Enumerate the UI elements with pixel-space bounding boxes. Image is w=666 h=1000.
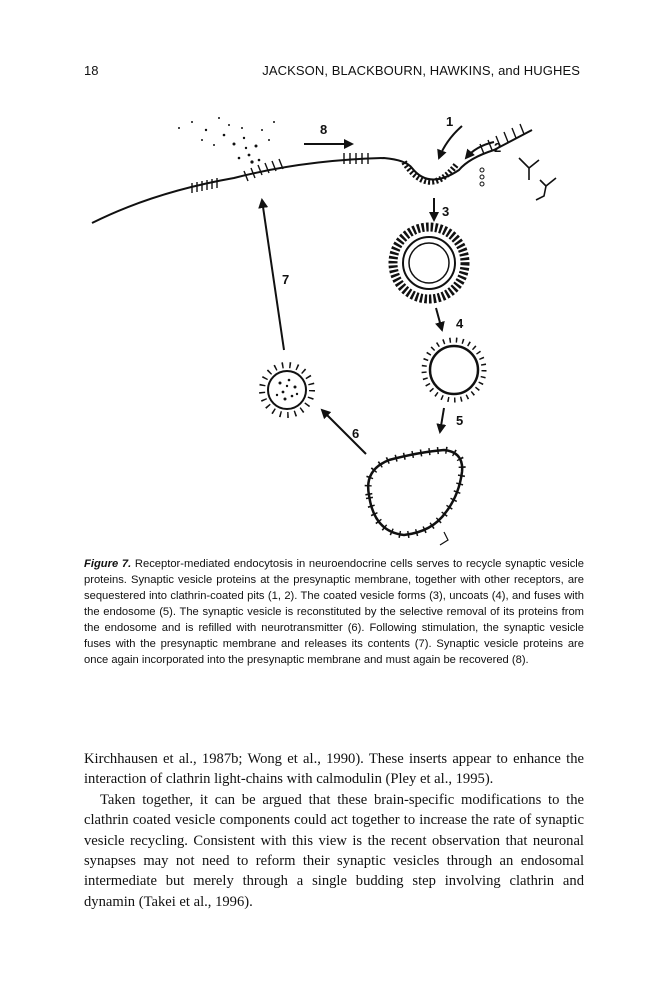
page-number: 18 [84,63,99,78]
step-label-6: 6 [352,426,360,441]
body-paragraph-1: Kirchhausen et al., 1987b; Wong et al., 1990). These inserts appear to enhance the interaction of clathrin light-chains with calmodulin (Pley et al., 1995). [84,751,584,788]
step-label-4: 4 [456,316,464,331]
arrow-4 [436,308,442,330]
endocytosis-diagram [84,100,584,550]
figure-caption-text: Receptor-mediated endocytosis in neuroendocrine cells serves to recycle synaptic vesicle proteins. Synaptic vesicle proteins at the presynaptic membrane, together with other receptors, are sequestered into clathrin-coated pits (1, 2). The coated vesicle forms (3), uncoats (4), and fuses with the endosome (5). The synaptic vesicle is reconstituted by the selective removal of its proteins from the endosome and is refilled with neurotransmitter (6). Following stimulation, the synaptic vesicle fuses with the presynaptic membrane and releases its contents (7). Synaptic vesicle proteins are once again incorporated into the presynaptic membrane and must again be recovered (8). [84,558,585,666]
step-label-5: 5 [456,413,464,428]
endosome [368,450,462,545]
arrow-6 [322,410,366,454]
uncoated-vesicle [424,340,484,400]
step-label-2: 2 [494,140,502,155]
figure-caption-label: Figure 7. [84,558,132,570]
coated-vesicle [393,227,465,299]
endocytosis-figure [84,100,584,550]
step-label-1: 1 [446,114,454,129]
arrow-1 [439,126,462,158]
clathrin-coated-pit [404,162,456,182]
step-label-7: 7 [282,272,290,287]
arrow-5 [440,408,444,432]
released-transmitter-cloud [178,117,275,164]
body-paragraph-2: Taken together, it can be argued that these brain-specific modifications to the clathrin coated vesicle components could act together to increase the rate of synaptic vesicle recycling. Consistent with this view is the recent observation that neuronal synapses may not need to reform their synaptic vesicles through an endosomal intermediate but merely through a single budding step involving clathrin and dynamin (Takei et al., 1996). [84,791,584,910]
step-label-3: 3 [442,204,450,219]
arrow-7 [262,200,284,350]
refilled-synaptic-vesicle [262,365,312,415]
figure-caption [84,556,584,668]
ligand-dots [480,168,484,186]
running-head: JACKSON, BLACKBOURN, HAWKINS, and HUGHES [262,63,580,78]
body-text [84,749,584,912]
step-label-8: 8 [320,122,328,137]
receptor-ligands [519,158,556,200]
